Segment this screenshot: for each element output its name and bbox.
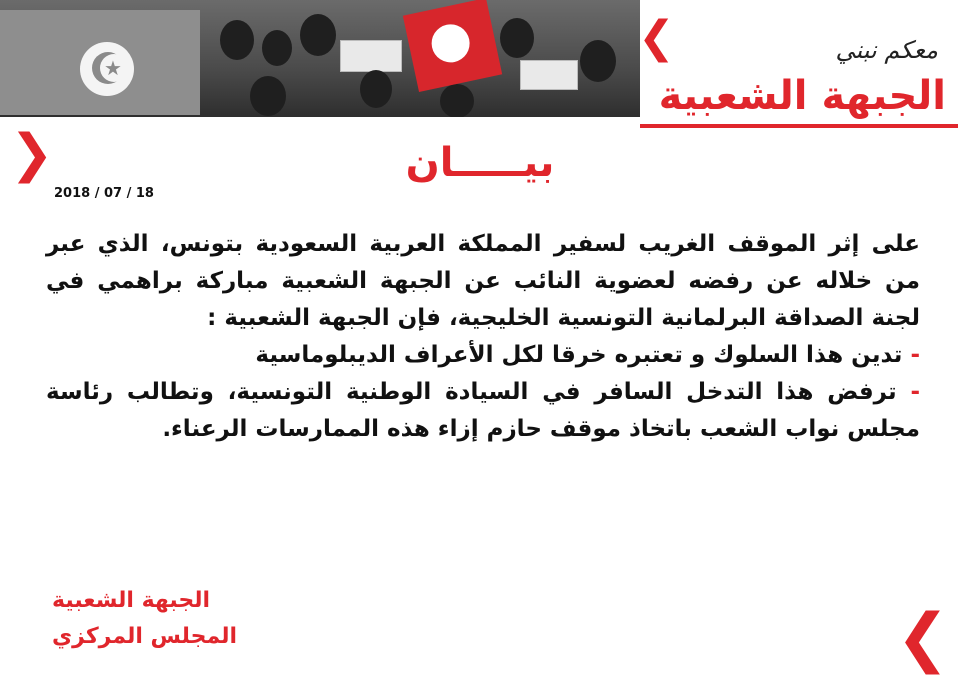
tunisia-flag-image: ★	[0, 10, 200, 115]
document-title: بيـــــان	[405, 140, 555, 186]
statement-body	[46, 226, 920, 448]
chevron-left-icon: ❮	[638, 12, 675, 63]
signature-organization: الجبهة الشعبية	[52, 588, 211, 613]
chevron-left-icon: ❮	[896, 601, 950, 675]
statement-paragraph: على إثر الموقف الغريب لسفير المملكة العربية السعودية بتونس، الذي عبر من خلاله عن رفضه لعضوية النائب عن الجبهة الشعبية مباركة براهمي في لجنة الصداقة البرلمانية التونسية الخليجية، فإن الجبهة الشعبية :	[46, 231, 920, 331]
bullet-dash: -	[910, 379, 920, 405]
chevron-right-icon: ❯	[10, 124, 54, 184]
statement-point: - ترفض هذا التدخل السافر في السيادة الوطنية التونسية، وتطالب رئاسة مجلس نواب الشعب باتخاذ موقف حازم إزاء هذه الممارسات الرعناء.	[46, 379, 920, 442]
red-flag-image	[403, 0, 502, 92]
logo-underline	[640, 124, 958, 128]
statement-point: - تدين هذا السلوك و تعتبره خرقا لكل الأعراف الديبلوماسية	[255, 342, 920, 368]
signature-council: المجلس المركزي	[52, 624, 238, 649]
document-date: 2018 / 07 / 18	[54, 186, 154, 201]
logo-slogan: معكم نبني	[835, 36, 938, 64]
logo-wordmark: الجبهة الشعبية	[658, 73, 946, 119]
bullet-dash: -	[910, 342, 920, 368]
header-photo	[0, 0, 640, 117]
